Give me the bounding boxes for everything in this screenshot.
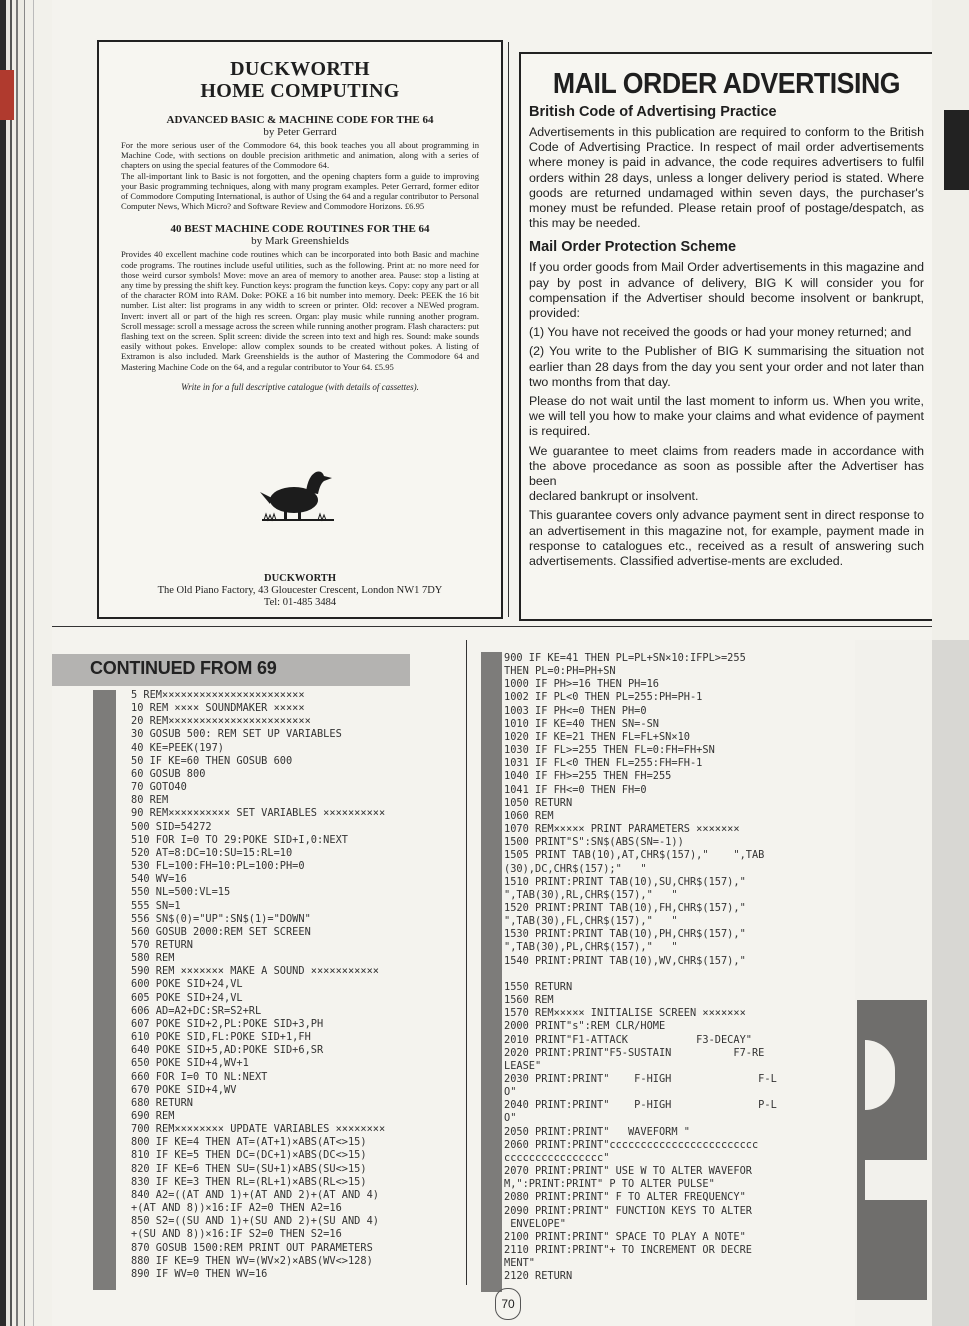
inform-paragraph: Please do not wait until the last moment to inform us. When you write, we will tell you how to make your claims and what evidence of payment is required.: [529, 394, 924, 439]
book1-description: For the more serious user of the Commodore 64, this book teaches you all about programming in Machine Code, with sections on double precision arithmetic and animation, along with a series of chapters on using the special features of the Commodore 64.: [121, 140, 479, 171]
code-listing-left: 5 REM××××××××××××××××××××××× 10 REM ×××× SOUNDMAKER ××××× 20 REM××××××××××××××××××××××× 30 GOSUB 500: REM SET UP VARIABLES 40 KE=PEEK(197) 50 IF KE=60 THEN GOSUB 600 60 GOSUB 800 70 GOTO40 80 REM 90 REM×××××××××× SET VARIABLES ×××××××××× 500 SID=54272 510 FOR I=0 TO 29:POKE SID+I,0:NEXT 520 AT=8:DC=10:SU=15:RL=10 530 FL=100:FH=10:PL=100:PH=0 540 WV=16 550 NL=500:VL=15 555 SN=1 556 SN$(0)="UP":SN$(1)="DOWN" 560 GOSUB 2000:REM SET SCREEN 570 RETURN 580 REM 590 REM ××××××× MAKE A SOUND ××××××××××× 600 POKE SID+24,VL 605 POKE SID+24,VL 606 AD=A2+DC:SR=S2+RL 607 POKE SID+2,PL:POKE SID+3,PH 610 POKE SID,FL:POKE SID+1,FH 640 POKE SID+5,AD:POKE SID+6,SR 650 POKE SID+4,WV+1 660 FOR I=0 TO NL:NEXT 670 POKE SID+4,WV 680 RETURN 690 REM 700 REM×××××××× UPDATE VARIABLES ×××××××× 800 IF KE=4 THEN AT=(AT+1)×ABS(AT<>15) 810 IF KE=5 THEN DC=(DC+1)×ABS(DC<>15) 820 IF KE=6 THEN SU=(SU+1)×ABS(SU<>15) 830 IF KE=3 THEN RL=(RL+1)×ABS(RL<>15) 840 A2=((AT AND 1)+(AT AND 2)+(AT AND 4) +(AT AND 8))×16:IF A2=0 THEN A2=16 850 S2=((SU AND 1)+(SU AND 2)+(SU AND 4) +(SU AND 8))×16:IF S2=0 THEN S2=16 870 GOSUB 1500:REM PRINT OUT PARAMETERS 880 IF KE=9 THEN WV=(WV×2)×ABS(WV<>128) 890 IF WV=0 THEN WV=16: [131, 689, 386, 1280]
book2-description: Provides 40 excellent machine code routines which can be incorporated into both Basic and machine code programs. The routines include useful utilities, such as the following. Print at: no more need for those weird cursor symbols! Move: move an area of memory to another area. Pause: stop a listing at any time by pressing the shift key. Function keys: program the function keys. Copy: copy any part or all of the character ROM into RAM. Doke: POKE a 16 bit number into memory. Deek: PEEK the 16 bit number. List alter: list programs in any width to screen or printer. Old: recover a NEWed program. Invert: invert all or part of the high res screen. Organ: play music while running another program. Scroll message: scroll a message across the screen while running another program. Flash characters: put flashing text on the screen. Split screen: divide the screen into text and high res. Sound: make sounds easily without pokes. Envelope: allow complex sounds to be created without pokes. A listing of Extramon is also included. Mark Greenshields is the author of Mastering the Commodore 64 and Mastering Machine Code on the 64, and a regular contributor to Your 64. £5.95: [121, 249, 479, 372]
adjacent-page-edge: [932, 0, 969, 1326]
duckworth-footer: [99, 573, 501, 609]
continued-header: [52, 654, 410, 686]
page-binding-edge: [0, 0, 52, 1326]
duck-logo-icon: [258, 462, 338, 524]
mail-order-title: MAIL ORDER ADVERTISING: [552, 68, 901, 100]
protection-paragraph: If you order goods from Mail Order advertisements in this magazine and pay by post in advance of delivery, BIG K will consider you for compensation if the Advertiser should become insolvent or bankrupt, provided:: [529, 260, 924, 321]
duckworth-advert: [97, 40, 503, 619]
book1-author: by Peter Gerrard: [263, 126, 337, 138]
book1-description-2: The all-important link to Basic is not forgotten, and the opening chapters form a guide to improving your Basic programming techniques, along with many program examples. Peter Gerrard, former editor of Commodore Computing International, is author of Using the 64 and a regular contributor to Personal Computer News, Which Micro? and Software Review and Commodore Horizons. £6.95: [121, 170, 479, 212]
bcap-heading: British Code of Advertising Practice: [529, 104, 777, 120]
duckworth-subtitle: HOME COMPUTING: [200, 80, 400, 102]
continued-label: CONTINUED FROM 69: [90, 658, 277, 678]
column-divider: [508, 42, 509, 617]
duckworth-title: DUCKWORTH: [230, 58, 370, 80]
catalogue-note: Write in for a full descriptive catalogue (with details of cassettes).: [181, 381, 419, 392]
footer-telephone: Tel: 01-485 3484: [263, 597, 337, 608]
section-divider: [52, 626, 932, 627]
footer-address: The Old Piano Factory, 43 Gloucester Crescent, London NW1 7DY: [157, 585, 443, 596]
footer-company: DUCKWORTH: [264, 573, 336, 584]
sid-heading-fragment: [857, 1000, 927, 1300]
protection-heading: Mail Order Protection Scheme: [529, 239, 737, 256]
code-listing-right: 900 IF KE=41 THEN PL=PL+SN×10:IFPL>=255 THEN PL=0:PH=PH+SN 1000 IF PH>=16 THEN PH=16 1002 IF PL<0 THEN PL=255:PH=PH-1 1003 IF PH<=0 THEN PH=0 1010 IF KE=40 THEN SN=-SN 1020 IF KE=21 THEN FL=FL+SN×10 1030 IF FL>=255 THEN FL=0:FH=FH+SN 1031 IF FL<0 THEN FL=255:FH=FH-1 1040 IF FH>=255 THEN FH=255 1041 IF FH<=0 THEN FH=0 1050 RETURN 1060 REM 1070 REM××××× PRINT PARAMETERS ××××××× 1500 PRINT"S":SN$(ABS(SN=-1)) 1505 PRINT TAB(10),AT,CHR$(157)," ",TAB (30),DC,CHR$(157);" " 1510 PRINT:PRINT TAB(10),SU,CHR$(157)," ",TAB(30),RL,CHR$(157)," " 1520 PRINT:PRINT TAB(10),FH,CHR$(157)," ",TAB(30),FL,CHR$(157)," " 1530 PRINT:PRINT TAB(10),PH,CHR$(157)," ",TAB(30),PL,CHR$(157)," " 1540 PRINT:PRINT TAB(10),WV,CHR$(157)," 1550 RETURN 1560 REM 1570 REM××××× INITIALISE SCREEN ××××××× 2000 PRINT"s":REM CLR/HOME 2010 PRINT"F1-ATTACK F3-DECAY" 2020 PRINT:PRINT"F5-SUSTAIN F7-RE LEASE" 2030 PRINT:PRINT" F-HIGH F-L O" 2040 PRINT:PRINT" P-HIGH P-L O" 2050 PRINT:PRINT" WAVEFORM " 2060 PRINT:PRINT"cccccccccccccccccccccccc cccccccccccccccc" 2070 PRINT:PRINT" USE W TO ALTER WAVEFOR M,":PRINT:PRINT" P TO ALTER PULSE" 2080 PRINT:PRINT" F TO ALTER FREQUENCY" 2090 PRINT:PRINT" FUNCTION KEYS TO ALTER ENVELOPE" 2100 PRINT:PRINT" SPACE TO PLAY A NOTE" 2110 PRINT:PRINT"+ TO INCREMENT OR DECRE MENT" 2120 RETURN: [504, 652, 777, 1283]
book1-title: ADVANCED BASIC & MACHINE CODE FOR THE 64: [166, 114, 434, 126]
bcap-paragraph: Advertisements in this publication are required to conform to the British Code of Advertising Practice. In respect of mail order advertisements where money is paid in advance, the code requires advertisers to fulfil orders within 28 days, unless a longer delivery period is stated. Where goods are returned undamaged within seven days, the purchaser's money must be refunded. Please retain proof of postage/despatch, as this may be needed.: [529, 125, 924, 231]
listing-right-bar: [481, 652, 502, 1292]
book2-title: 40 BEST MACHINE CODE ROUTINES FOR THE 64: [170, 223, 430, 236]
guarantee-paragraph: [529, 444, 924, 505]
book2-author: by Mark Greenshields: [251, 235, 349, 248]
binding-color-strip: [0, 70, 14, 120]
condition-two: (2) You write to the Publisher of BIG K summarising the situation not earlier than 28 days from the day you sent your order and not later than two months from that day.: [529, 344, 924, 389]
guarantee-text: We guarantee to meet claims from readers made in accordance with the above procedance as soon as possible after the Advertiser has been: [529, 443, 924, 489]
coverage-paragraph: This guarantee covers only advance payment sent in direct response to an advertisement in this magazine not, for example, payment made in response to catalogues etc., received as a result of answering such advertisements. Classified advertise-ments are excluded.: [529, 508, 924, 569]
page-number: 70: [495, 1288, 521, 1320]
mail-order-box: [519, 52, 934, 621]
guarantee-text-2: declared bankrupt or insolvent.: [529, 489, 699, 504]
listing-left-bar: [93, 690, 116, 1290]
condition-one: (1) You have not received the goods or had your money returned; and: [529, 325, 912, 340]
listing-divider: [466, 640, 467, 1285]
